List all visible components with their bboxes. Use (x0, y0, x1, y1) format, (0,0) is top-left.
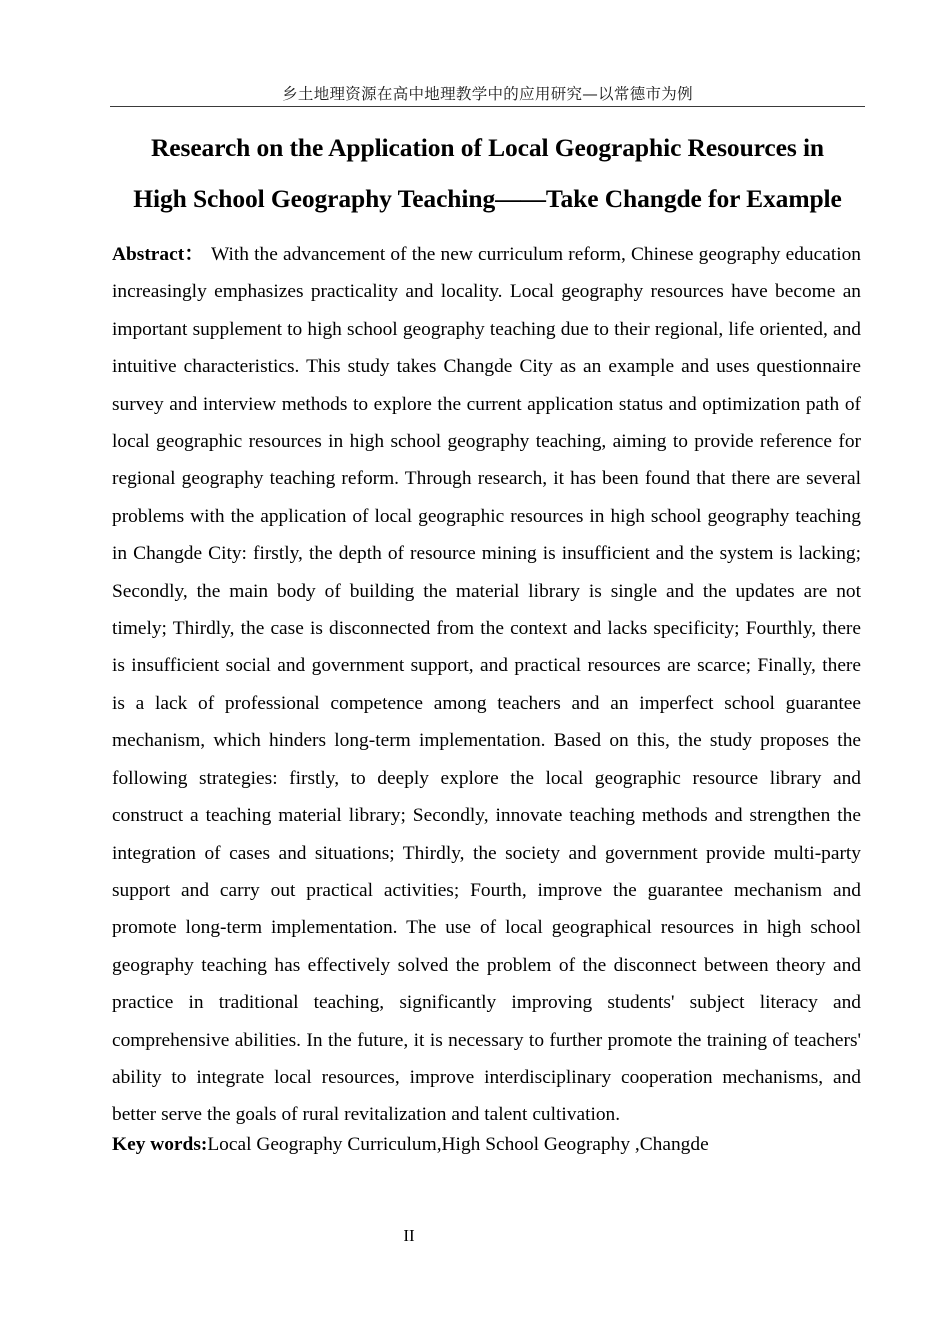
title-line-2: High School Geography Teaching——Take Changde for Example (133, 184, 842, 213)
page-title (110, 122, 865, 224)
running-header (110, 84, 865, 107)
keywords-value: Local Geography Curriculum,High School Geography ,Changde (207, 1134, 709, 1155)
running-header-title: 乡土地理资源在高中地理教学中的应用研究—以常德市为例 (282, 85, 693, 103)
abstract-body-text: With the advancement of the new curriculum reform, Chinese geography education increasingly emphasizes practicality and locality. Local geography resources have become an important supplement to high school geography teaching due to their regional, life oriented, and intuitive characteristics. This study takes Changde City as an example and uses questionnaire survey and interview methods to explore the current application status and optimization path of local geographic resources in high school geography teaching, aiming to provide reference for regional geography teaching reform. Through research, it has been found that there are several problems with the application of local geographic resources in high school geography teaching in Changde City: firstly, the depth of resource mining is insufficient and the system is lacking; Secondly, the main body of building the material library is single and the updates are not timely; Thirdly, the case is disconnected from the context and lacks specificity; Fourthly, there is insufficient social and government support, and practical resources are scarce; Finally, there is a lack of professional competence among teachers and an imperfect school guarantee mechanism, which hinders long-term implementation. Based on this, the study proposes the following strategies: firstly, to deeply explore the local geographic resource library and construct a teaching material library; Secondly, innovate teaching methods and strengthen the integration of cases and situations; Thirdly, the society and government provide multi-party support and carry out practical activities; Fourth, improve the guarantee mechanism and promote long-term implementation. The use of local geographical resources in high school geography teaching has effectively solved the problem of the disconnect between theory and practice in traditional teaching, significantly improving students' subject literacy and comprehensive abilities. In the future, it is necessary to further promote the training of teachers' ability to integrate local resources, improve interdisciplinary cooperation mechanisms, and better serve the goals of rural revitalization and talent cultivation. (112, 244, 861, 1126)
page-number: II (403, 1226, 415, 1245)
abstract-label: Abstract： (112, 244, 204, 265)
title-line-1: Research on the Application of Local Geographic Resources in (150, 133, 825, 162)
header-divider-rule (110, 106, 865, 107)
abstract-section (112, 236, 861, 1134)
keywords-label: Key words: (112, 1134, 208, 1155)
abstract-paragraph (112, 236, 861, 1134)
keywords-section (112, 1130, 861, 1160)
